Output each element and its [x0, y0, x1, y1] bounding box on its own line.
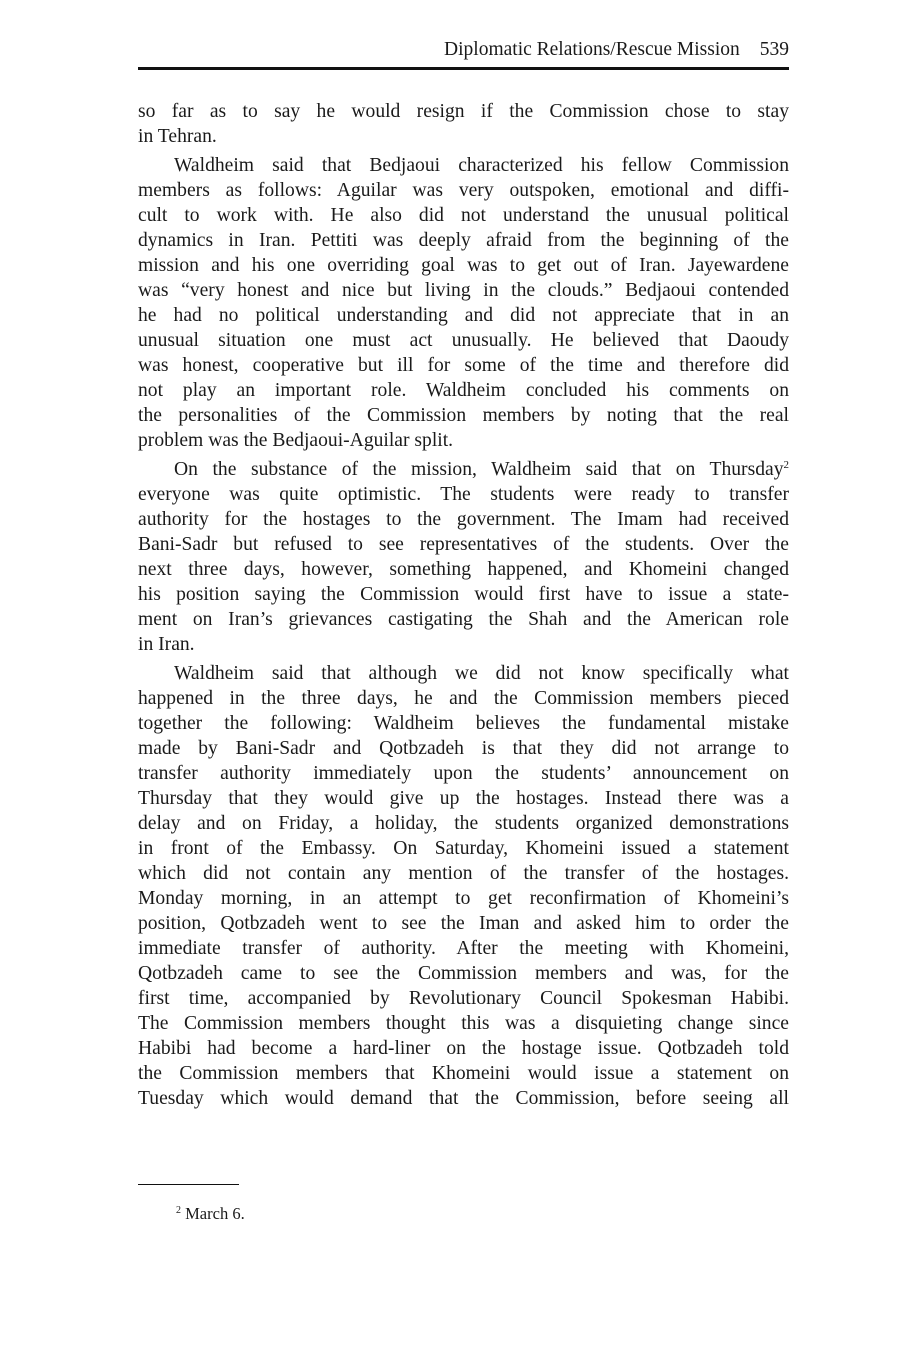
text-line: next three days, however, something happened, and Khomeini changed: [138, 559, 789, 580]
text-line: first time, accompanied by Revolutionary Council Spokesman Habibi.: [138, 988, 789, 1009]
text-line: Habibi had become a hard-liner on the hostage issue. Qotbzadeh told: [138, 1038, 789, 1059]
page-number: 539: [759, 39, 789, 60]
text-line: in front of the Embassy. On Saturday, Khomeini issued a statement: [138, 838, 789, 859]
text-line: Waldheim said that Bedjaoui characterized his fellow Commission: [174, 155, 789, 176]
text-line: the personalities of the Commission members by noting that the real: [138, 405, 789, 426]
footnote-reference: 2: [783, 459, 789, 471]
text-line: which did not contain any mention of the transfer of the hostages.: [138, 863, 789, 884]
text-line: everyone was quite optimistic. The students were ready to transfer: [138, 484, 789, 505]
text-line: [138, 457, 789, 482]
text-line: his position saying the Commission would first have to issue a state-: [138, 584, 789, 605]
text-line: problem was the Bedjaoui-Aguilar split.: [138, 430, 454, 451]
paragraph: [138, 457, 789, 657]
text-line: Waldheim said that although we did not know specifically what: [174, 663, 789, 684]
paragraph: [138, 661, 789, 1111]
footnote-rule: [138, 1184, 239, 1185]
footnote-marker: 2: [176, 1205, 181, 1216]
footnote-text: March 6.: [185, 1204, 245, 1223]
text-line: members as follows: Aguilar was very outspoken, emotional and diffi-: [138, 180, 789, 201]
text-line: ment on Iran’s grievances castigating the Shah and the American role: [138, 609, 789, 630]
text-line: immediate transfer of authority. After the meeting with Khomeini,: [138, 938, 789, 959]
text-line: dynamics in Iran. Pettiti was deeply afraid from the beginning of the: [138, 230, 789, 251]
footnote: [176, 1203, 245, 1225]
text-line: Thursday that they would give up the hostages. Instead there was a: [138, 788, 789, 809]
text-line: so far as to say he would resign if the Commission chose to stay: [138, 101, 789, 122]
text-line: Bani-Sadr but refused to see representatives of the students. Over the: [138, 534, 789, 555]
text-line: delay and on Friday, a holiday, the students organized demonstrations: [138, 813, 789, 834]
text-line: was “very honest and nice but living in the clouds.” Bedjaoui contended: [138, 280, 789, 301]
text-line: Tuesday which would demand that the Commission, before seeing all: [138, 1088, 789, 1109]
text-line: he had no political understanding and did not appreciate that in an: [138, 305, 789, 326]
text-line: The Commission members thought this was a disquieting change since: [138, 1013, 789, 1034]
text-line: happened in the three days, he and the Commission members pieced: [138, 688, 789, 709]
text-line-content: On the substance of the mission, Waldheim said that on Thursday: [174, 459, 784, 480]
text-line: not play an important role. Waldheim concluded his comments on: [138, 380, 789, 401]
text-line: was honest, cooperative but ill for some of the time and therefore did: [138, 355, 789, 376]
text-line: together the following: Waldheim believes the fundamental mistake: [138, 713, 789, 734]
text-line: made by Bani-Sadr and Qotbzadeh is that they did not arrange to: [138, 738, 789, 759]
text-line: the Commission members that Khomeini would issue a statement on: [138, 1063, 789, 1084]
text-line: position, Qotbzadeh went to see the Iman and asked him to order the: [138, 913, 789, 934]
body-text: [138, 99, 789, 1111]
running-title: Diplomatic Relations/Rescue Mission: [444, 39, 740, 60]
text-line: transfer authority immediately upon the students’ announcement on: [138, 763, 789, 784]
paragraph: [138, 153, 789, 453]
text-line: Monday morning, in an attempt to get reconfirmation of Khomeini’s: [138, 888, 789, 909]
paragraph: [138, 99, 789, 149]
text-line: in Tehran.: [138, 126, 217, 147]
text-line: Qotbzadeh came to see the Commission members and was, for the: [138, 963, 789, 984]
text-line: mission and his one overriding goal was to get out of Iran. Jayewardene: [138, 255, 789, 276]
text-line: authority for the hostages to the government. The Imam had received: [138, 509, 789, 530]
text-line: in Iran.: [138, 634, 195, 655]
text-line: unusual situation one must act unusually. He believed that Daoudy: [138, 330, 789, 351]
text-line: cult to work with. He also did not understand the unusual political: [138, 205, 789, 226]
running-head: [444, 37, 789, 63]
page-header: [138, 36, 789, 70]
